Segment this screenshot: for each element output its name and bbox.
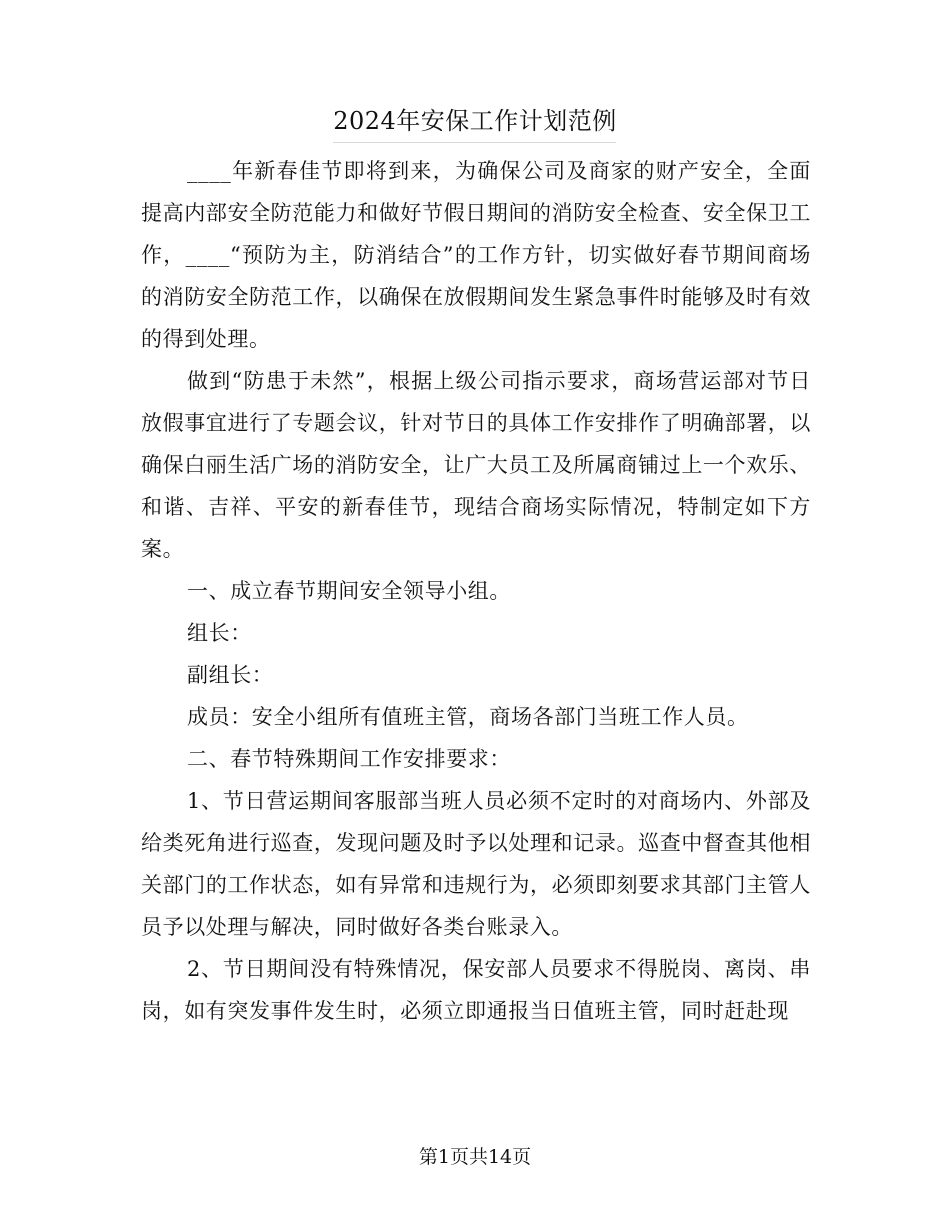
paragraph-requirement-2: 2、节日期间没有特殊情况，保安部人员要求不得脱岗、离岗、串岗，如有突发事件发生时，必须立即通报当日值班主管，同时赶赴现	[141, 957, 811, 1023]
paragraph-deputy-leader: 副组长：	[187, 663, 274, 687]
title-divider	[333, 142, 616, 143]
document-title: 2024年安保工作计划范例	[333, 107, 617, 135]
section-heading-leadership-group: 一、成立春节期间安全领导小组。	[187, 579, 511, 603]
paragraph-group-leader: 组长：	[187, 621, 252, 645]
paragraph-plan-background: 做到“防患于未然”，根据上级公司指示要求，商场营运部对节日放假事宜进行了专题会议，针对节日的具体工作安排作了明确部署，以确保白丽生活广场的消防安全，让广大员工及所属商铺过上一个欢乐、和谐、吉祥、平安的新春佳节，现结合商场实际情况，特制定如下方案。	[141, 369, 811, 561]
page-number-footer: 第1页共14页	[418, 1146, 532, 1168]
section-heading-work-requirements: 二、春节特殊期间工作安排要求：	[187, 747, 511, 771]
paragraph-intro: ____年新春佳节即将到来，为确保公司及商家的财产安全，全面提高内部安全防范能力和做好节假日期间的消防安全检查、安全保卫工作，____“预防为主，防消结合”的工作方针，切实做好春节期间商场的消防安全防范工作，以确保在放假期间发生紧急事件时能够及时有效的得到处理。	[141, 159, 811, 351]
paragraph-members: 成员：安全小组所有值班主管，商场各部门当班工作人员。	[187, 705, 749, 729]
document-body	[141, 150, 811, 1032]
paragraph-requirement-1: 1、节日营运期间客服部当班人员必须不定时的对商场内、外部及给类死角进行巡查，发现问题及时予以处理和记录。巡查中督查其他相关部门的工作状态，如有异常和违规行为，必须即刻要求其部门主管人员予以处理与解决，同时做好各类台账录入。	[141, 789, 811, 939]
